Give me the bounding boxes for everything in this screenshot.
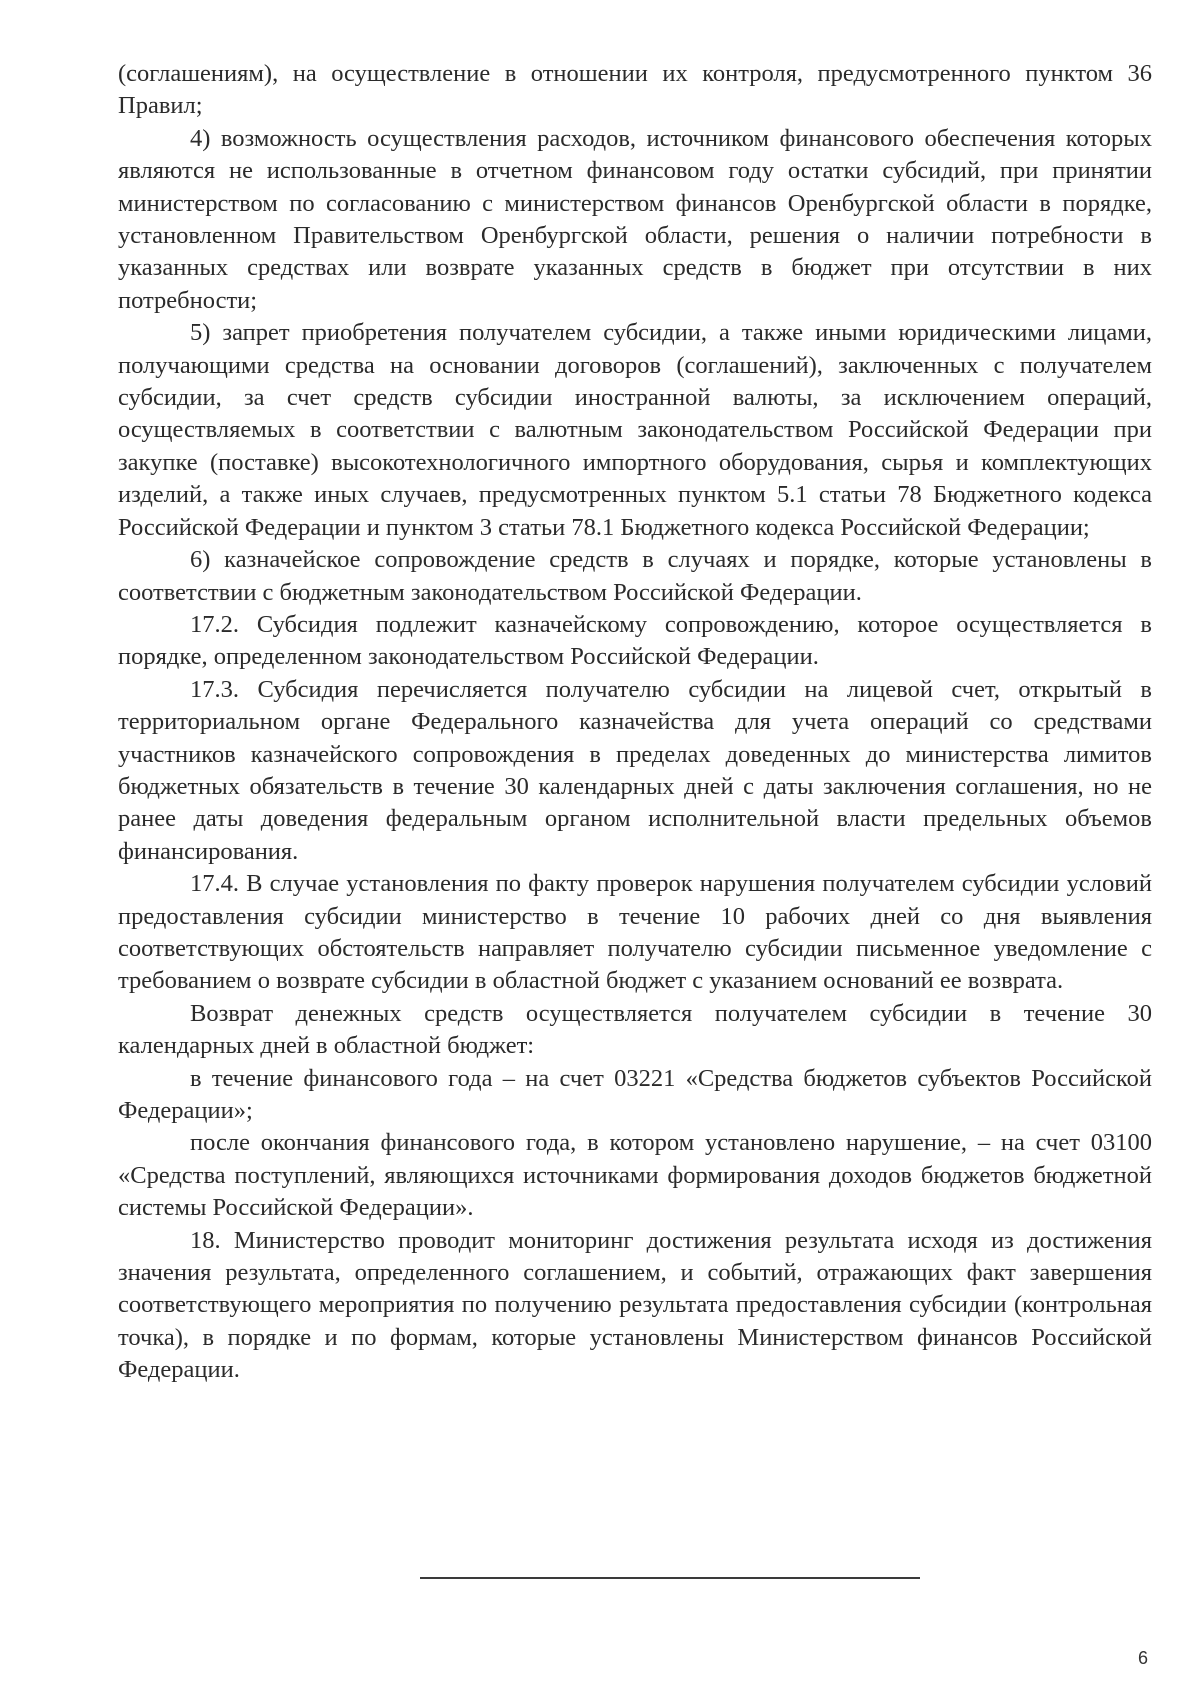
paragraph-continuation: (соглашениям), на осуществление в отношении их контроля, предусмотренного пунктом 36 Правил; <box>118 60 1152 120</box>
paragraph-item-4: 4) возможность осуществления расходов, источником финансового обеспечения которых являются не использованные в отчетном финансовом году остатки субсидий, при принятии министерством по согласованию с министерством финансов Оренбургской области в порядке, установленном Правительством Оренбургской области, решения о наличии потребности в указанных средствах или возврате указанных средств в бюджет при отсутствии в них потребности; <box>118 124 1152 314</box>
paragraph-17-3: 17.3. Субсидия перечисляется получателю субсидии на лицевой счет, открытый в территориальном органе Федерального казначейства для учета операций со средствами участников казначейского сопровождения в пределах доведенных до министерства лимитов бюджетных обязательств в течение 30 календарных дней с даты заключения соглашения, но не ранее даты доведения федеральным органом исполнительной власти предельных объемов финансирования. <box>118 675 1152 865</box>
paragraph-refund: Возврат денежных средств осуществляется получателем субсидии в течение 30 календарных дней в областной бюджет: <box>118 999 1152 1060</box>
paragraph-17-4: 17.4. В случае установления по факту проверок нарушения получателем субсидии условий предоставления субсидии министерство в течение 10 рабочих дней со дня выявления соответствующих обстоятельств направляет получателю субсидии письменное уведомление с требованием о возврате субсидии в областной бюджет с указанием оснований ее возврата. <box>118 870 1152 995</box>
end-divider-line <box>420 1577 920 1579</box>
paragraph-item-6: 6) казначейское сопровождение средств в случаях и порядке, которые установлены в соответствии с бюджетным законодательством Российской Федерации. <box>118 546 1152 606</box>
paragraph-item-5: 5) запрет приобретения получателем субсидии, а также иными юридическими лицами, получающими средства на основании договоров (соглашений), заключенных с получателем субсидии, за счет средств субсидии иностранной валюты, за исключением операций, осуществляемых в соответствии с валютным законодательством Российской Федерации при закупке (поставке) высокотехнологичного импортного оборудования, сырья и комплектующих изделий, а также иных случаев, предусмотренных пунктом 5.1 статьи 78 Бюджетного кодекса Российской Федерации и пунктом 3 статьи 78.1 Бюджетного кодекса Российской Федерации; <box>118 319 1152 541</box>
document-body <box>118 58 1152 1387</box>
page-number: 6 <box>1138 1648 1149 1668</box>
paragraph-refund-current-year: в течение финансового года – на счет 03221 «Средства бюджетов субъектов Российской Федерации»; <box>118 1064 1152 1124</box>
paragraph-18: 18. Министерство проводит мониторинг достижения результата исходя из достижения значения результата, определенного соглашением, и событий, отражающих факт завершения соответствующего мероприятия по получению результата предоставления субсидии (контрольная точка), в порядке и по формам, которые установлены Министерством финансов Российской Федерации. <box>118 1226 1152 1384</box>
paragraph-17-2: 17.2. Субсидия подлежит казначейскому сопровождению, которое осуществляется в порядке, определенном законодательством Российской Федерации. <box>118 610 1152 671</box>
paragraph-refund-after-year: после окончания финансового года, в котором установлено нарушение, – на счет 03100 «Средства поступлений, являющихся источниками формирования доходов бюджетов бюджетной системы Российской Федерации». <box>118 1129 1152 1222</box>
